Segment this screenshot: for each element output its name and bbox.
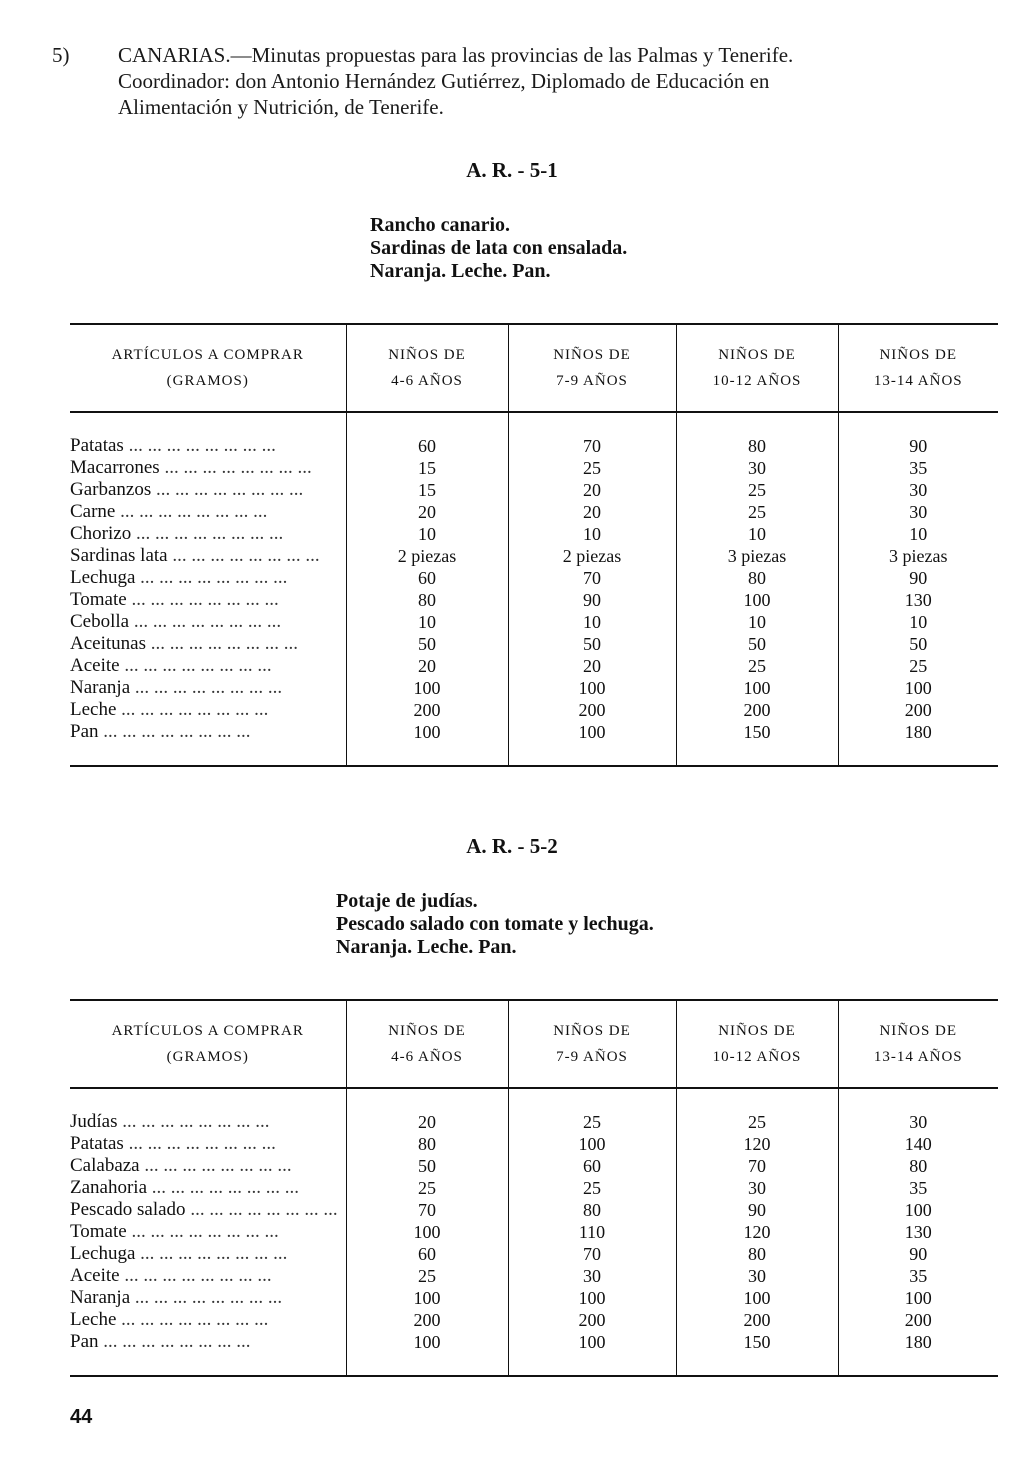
quantity-cell: 70: [346, 1199, 508, 1221]
item-name: Aceite ... ... ... ... ... ... ... ...: [70, 655, 272, 676]
quantity-cell: 100: [508, 1287, 676, 1309]
quantity-cell: 25: [676, 655, 838, 677]
quantity-cell: 25: [676, 501, 838, 523]
section-number: 5): [52, 43, 70, 67]
item-name: Pan ... ... ... ... ... ... ... ...: [70, 1331, 251, 1352]
table-header-row: [70, 1000, 998, 1088]
menu-item: Potaje de judías.: [336, 890, 478, 912]
quantity-cell: 80: [676, 567, 838, 589]
intro-line: Alimentación y Nutrición, de Tenerife.: [118, 95, 444, 119]
quantity-cell: 200: [676, 1309, 838, 1331]
quantity-cell: 130: [838, 589, 998, 611]
table-row: [70, 1155, 998, 1177]
quantity-cell: 50: [346, 633, 508, 655]
quantity-cell: 90: [508, 589, 676, 611]
table-row: [70, 1331, 998, 1376]
quantity-cell: 100: [508, 677, 676, 699]
quantity-cell: 70: [508, 1243, 676, 1265]
menu-item: Sardinas de lata con ensalada.: [370, 237, 628, 259]
quantity-cell: 200: [838, 1309, 998, 1331]
quantity-cell: 60: [346, 412, 508, 457]
quantity-cell: 15: [346, 457, 508, 479]
quantity-cell: 100: [676, 589, 838, 611]
table-row: [70, 501, 998, 523]
quantity-cell: 20: [346, 655, 508, 677]
ration-table: [70, 999, 998, 1377]
item-name: Calabaza ... ... ... ... ... ... ... ...: [70, 1155, 292, 1176]
table-row: [70, 1088, 998, 1133]
item-name: Cebolla ... ... ... ... ... ... ... ...: [70, 611, 282, 632]
quantity-cell: 50: [676, 633, 838, 655]
quantity-cell: 70: [676, 1155, 838, 1177]
quantity-cell: 80: [838, 1155, 998, 1177]
quantity-cell: 20: [508, 479, 676, 501]
ration-code: A. R. - 5-2: [466, 834, 558, 858]
item-name: Naranja ... ... ... ... ... ... ... ...: [70, 1287, 283, 1308]
quantity-cell: 3 piezas: [838, 545, 998, 567]
quantity-cell: 25: [508, 1088, 676, 1133]
quantity-cell: 60: [508, 1155, 676, 1177]
quantity-cell: 200: [676, 699, 838, 721]
quantity-cell: 100: [838, 1199, 998, 1221]
item-name: Leche ... ... ... ... ... ... ... ...: [70, 699, 269, 720]
quantity-cell: 70: [508, 567, 676, 589]
quantity-cell: 200: [508, 699, 676, 721]
quantity-cell: 30: [676, 1177, 838, 1199]
table-row: [70, 589, 998, 611]
quantity-cell: 150: [676, 1331, 838, 1376]
quantity-cell: 100: [838, 677, 998, 699]
quantity-cell: 130: [838, 1221, 998, 1243]
item-name: Aceite ... ... ... ... ... ... ... ...: [70, 1265, 272, 1286]
table-row: [70, 721, 998, 766]
header-articles: ARTÍCULOS A COMPRAR (GRAMOS): [111, 347, 304, 389]
quantity-cell: 100: [346, 1287, 508, 1309]
table-row: [70, 523, 998, 545]
intro-line: Coordinador: don Antonio Hernández Gutiérrez, Diplomado de Educación en: [118, 69, 770, 93]
quantity-cell: 35: [838, 457, 998, 479]
quantity-cell: 110: [508, 1221, 676, 1243]
quantity-cell: 20: [346, 501, 508, 523]
quantity-cell: 80: [346, 1133, 508, 1155]
table-row: [70, 567, 998, 589]
item-name: Tomate ... ... ... ... ... ... ... ...: [70, 589, 279, 610]
quantity-cell: 30: [838, 1088, 998, 1133]
quantity-cell: 20: [508, 501, 676, 523]
table-row: [70, 545, 998, 567]
quantity-cell: 10: [676, 523, 838, 545]
menu-item: Rancho canario.: [370, 214, 510, 236]
page-number: 44: [70, 1406, 93, 1428]
quantity-cell: 30: [676, 1265, 838, 1287]
quantity-cell: 25: [676, 1088, 838, 1133]
quantity-cell: 150: [676, 721, 838, 766]
quantity-cell: 10: [676, 611, 838, 633]
item-name: Lechuga ... ... ... ... ... ... ... ...: [70, 1243, 288, 1264]
quantity-cell: 100: [346, 721, 508, 766]
quantity-cell: 100: [508, 1133, 676, 1155]
menu-item: Pescado salado con tomate y lechuga.: [336, 913, 654, 935]
quantity-cell: 10: [838, 611, 998, 633]
quantity-cell: 2 piezas: [346, 545, 508, 567]
item-name: Carne ... ... ... ... ... ... ... ...: [70, 501, 268, 522]
quantity-cell: 200: [838, 699, 998, 721]
quantity-cell: 25: [346, 1177, 508, 1199]
table-row: [70, 1265, 998, 1287]
table-row: [70, 1243, 998, 1265]
quantity-cell: 60: [346, 567, 508, 589]
quantity-cell: 100: [346, 677, 508, 699]
item-name: Tomate ... ... ... ... ... ... ... ...: [70, 1221, 279, 1242]
item-name: Patatas ... ... ... ... ... ... ... ...: [70, 1133, 276, 1154]
item-name: Chorizo ... ... ... ... ... ... ... ...: [70, 523, 284, 544]
quantity-cell: 180: [838, 1331, 998, 1376]
header-articles: ARTÍCULOS A COMPRAR (GRAMOS): [111, 1023, 304, 1065]
quantity-cell: 20: [346, 1088, 508, 1133]
item-name: Leche ... ... ... ... ... ... ... ...: [70, 1309, 269, 1330]
table-row: [70, 1287, 998, 1309]
quantity-cell: 70: [508, 412, 676, 457]
quantity-cell: 100: [838, 1287, 998, 1309]
table-row: [70, 412, 998, 457]
table-row: [70, 1309, 998, 1331]
item-name: Zanahoria ... ... ... ... ... ... ... ...: [70, 1177, 300, 1198]
header-age-13-14: NIÑOS DE 13-14 AÑOS: [838, 1000, 998, 1088]
quantity-cell: 100: [508, 1331, 676, 1376]
table-row: [70, 611, 998, 633]
item-name: Naranja ... ... ... ... ... ... ... ...: [70, 677, 283, 698]
header-age-7-9: NIÑOS DE 7-9 AÑOS: [508, 1000, 676, 1088]
quantity-cell: 100: [508, 721, 676, 766]
item-name: Lechuga ... ... ... ... ... ... ... ...: [70, 567, 288, 588]
quantity-cell: 30: [838, 501, 998, 523]
item-name: Macarrones ... ... ... ... ... ... ... ...: [70, 457, 312, 478]
quantity-cell: 100: [346, 1221, 508, 1243]
intro-line: CANARIAS.—Minutas propuestas para las provincias de las Palmas y Tenerife.: [118, 43, 794, 67]
table-row: [70, 457, 998, 479]
quantity-cell: 10: [508, 611, 676, 633]
table-row: [70, 655, 998, 677]
quantity-cell: 10: [508, 523, 676, 545]
table-row: [70, 479, 998, 501]
quantity-cell: 90: [838, 567, 998, 589]
item-name: Pan ... ... ... ... ... ... ... ...: [70, 721, 251, 742]
quantity-cell: 50: [346, 1155, 508, 1177]
quantity-cell: 30: [676, 457, 838, 479]
quantity-cell: 100: [676, 1287, 838, 1309]
table-row: [70, 699, 998, 721]
quantity-cell: 35: [838, 1177, 998, 1199]
table-row: [70, 1177, 998, 1199]
header-age-13-14: NIÑOS DE 13-14 AÑOS: [838, 324, 998, 412]
item-name: Judías ... ... ... ... ... ... ... ...: [70, 1111, 270, 1132]
table-row: [70, 1133, 998, 1155]
quantity-cell: 25: [508, 1177, 676, 1199]
ration-table: [70, 323, 998, 767]
quantity-cell: 90: [838, 412, 998, 457]
header-age-4-6: NIÑOS DE 4-6 AÑOS: [346, 324, 508, 412]
quantity-cell: 15: [346, 479, 508, 501]
menu-list: [370, 214, 627, 283]
menu-item: Naranja. Leche. Pan.: [336, 936, 517, 958]
quantity-cell: 200: [508, 1309, 676, 1331]
table-row: [70, 1199, 998, 1221]
quantity-cell: 50: [508, 633, 676, 655]
item-name: Pescado salado ... ... ... ... ... ... ... ...: [70, 1199, 338, 1220]
quantity-cell: 200: [346, 1309, 508, 1331]
table-row: [70, 633, 998, 655]
quantity-cell: 30: [838, 479, 998, 501]
quantity-cell: 20: [508, 655, 676, 677]
quantity-cell: 90: [676, 1199, 838, 1221]
table-header-row: [70, 324, 998, 412]
quantity-cell: 120: [676, 1133, 838, 1155]
item-name: Garbanzos ... ... ... ... ... ... ... ...: [70, 479, 304, 500]
quantity-cell: 2 piezas: [508, 545, 676, 567]
quantity-cell: 60: [346, 1243, 508, 1265]
quantity-cell: 80: [676, 412, 838, 457]
header-age-10-12: NIÑOS DE 10-12 AÑOS: [676, 1000, 838, 1088]
quantity-cell: 140: [838, 1133, 998, 1155]
table-row: [70, 1221, 998, 1243]
item-name: Patatas ... ... ... ... ... ... ... ...: [70, 435, 276, 456]
quantity-cell: 100: [676, 677, 838, 699]
quantity-cell: 100: [346, 1331, 508, 1376]
header-age-4-6: NIÑOS DE 4-6 AÑOS: [346, 1000, 508, 1088]
quantity-cell: 80: [676, 1243, 838, 1265]
quantity-cell: 80: [508, 1199, 676, 1221]
quantity-cell: 10: [346, 523, 508, 545]
quantity-cell: 10: [346, 611, 508, 633]
quantity-cell: 80: [346, 589, 508, 611]
quantity-cell: 120: [676, 1221, 838, 1243]
quantity-cell: 35: [838, 1265, 998, 1287]
quantity-cell: 180: [838, 721, 998, 766]
menu-item: Naranja. Leche. Pan.: [370, 260, 551, 282]
quantity-cell: 90: [838, 1243, 998, 1265]
header-age-7-9: NIÑOS DE 7-9 AÑOS: [508, 324, 676, 412]
quantity-cell: 25: [508, 457, 676, 479]
quantity-cell: 25: [676, 479, 838, 501]
quantity-cell: 200: [346, 699, 508, 721]
quantity-cell: 50: [838, 633, 998, 655]
quantity-cell: 3 piezas: [676, 545, 838, 567]
ration-code: A. R. - 5-1: [466, 158, 558, 182]
item-name: Sardinas lata ... ... ... ... ... ... ... ...: [70, 545, 320, 566]
item-name: Aceitunas ... ... ... ... ... ... ... ...: [70, 633, 298, 654]
table-row: [70, 677, 998, 699]
quantity-cell: 30: [508, 1265, 676, 1287]
header-age-10-12: NIÑOS DE 10-12 AÑOS: [676, 324, 838, 412]
quantity-cell: 10: [838, 523, 998, 545]
intro-paragraph: [52, 42, 1002, 120]
menu-list: [336, 890, 654, 959]
quantity-cell: 25: [838, 655, 998, 677]
quantity-cell: 25: [346, 1265, 508, 1287]
